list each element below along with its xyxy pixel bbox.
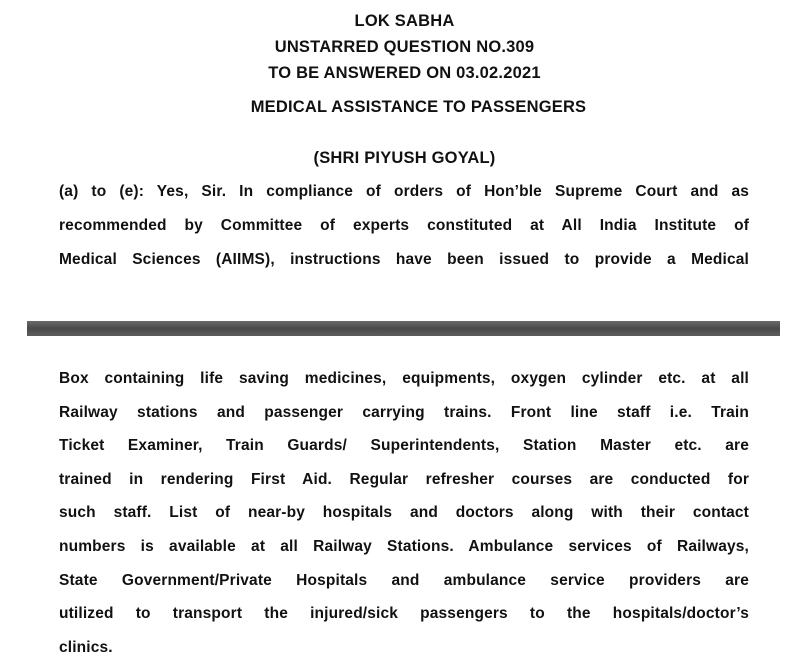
answer-paragraph-page1 bbox=[59, 180, 749, 282]
answer-paragraph-page2 bbox=[59, 367, 749, 669]
answer-line: (a) to (e): Yes, Sir. In compliance of orders of Hon’ble Supreme Court and as bbox=[59, 183, 749, 200]
answer-line: numbers is available at all Railway Stations. Ambulance services of Railways, bbox=[59, 537, 749, 555]
answer-line: Ticket Examiner, Train Guards/ Superintendents, Station Master etc. are bbox=[59, 437, 749, 455]
answer-line: utilized to transport the injured/sick passengers to the hospitals/doctor’s bbox=[59, 605, 749, 623]
answer-line: Railway stations and passenger carrying trains. Front line staff i.e. Train bbox=[59, 403, 749, 421]
answer-line: Box containing life saving medicines, equipments, oxygen cylinder etc. at all bbox=[59, 370, 749, 387]
answer-line: Medical Sciences (AIIMS), instructions have been issued to provide a Medical bbox=[59, 251, 749, 268]
page-break-divider bbox=[27, 321, 780, 336]
minister-name: (SHRI PIYUSH GOYAL) bbox=[313, 149, 496, 167]
answer-line: clinics. bbox=[59, 638, 113, 656]
answer-line: State Government/Private Hospitals and ambulance service providers are bbox=[59, 571, 749, 589]
question-number: UNSTARRED QUESTION NO.309 bbox=[274, 38, 535, 56]
question-subject: MEDICAL ASSISTANCE TO PASSENGERS bbox=[250, 98, 587, 116]
answer-line: such staff. List of near-by hospitals and doctors along with their contact bbox=[59, 504, 749, 522]
house-title: LOK SABHA bbox=[354, 12, 455, 30]
answer-line: recommended by Committee of experts constituted at All India Institute of bbox=[59, 217, 749, 234]
answer-date: TO BE ANSWERED ON 03.02.2021 bbox=[268, 64, 541, 82]
answer-line: trained in rendering First Aid. Regular refresher courses are conducted for bbox=[59, 470, 749, 488]
